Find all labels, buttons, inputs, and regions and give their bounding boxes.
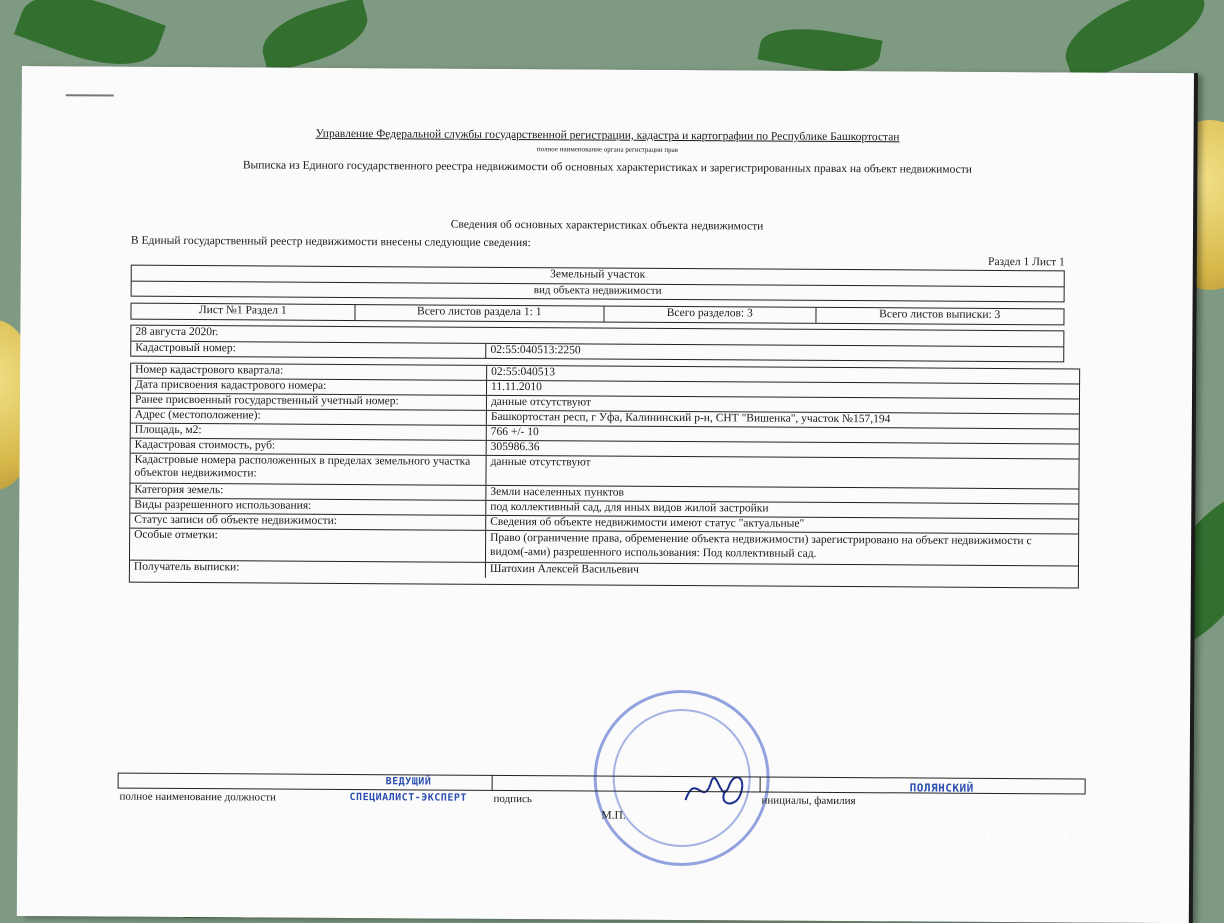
- row-value: данные отсутствуют: [490, 455, 591, 469]
- row-label: Адрес (местоположение):: [131, 409, 487, 425]
- stamp-position-line1: ВЕДУЩИЙ: [385, 776, 432, 788]
- sheet-info-row: [130, 303, 1064, 326]
- row-label: Особые отметки:: [130, 529, 486, 562]
- row-value: 766 +/- 10: [490, 425, 539, 439]
- position-caption: полное наименование должности: [119, 790, 276, 804]
- row-value: Сведения об объекте недвижимости имеют статус "актуальные": [490, 515, 805, 530]
- org-name-caption: полное наименование органа регистрации прав: [536, 145, 679, 155]
- row-value: 305986.36: [490, 440, 540, 454]
- row-value: 11.11.2010: [491, 380, 542, 394]
- row-label: Кадастровая стоимость, руб:: [131, 439, 487, 455]
- row-value: под коллективный сад, для иных видов жилой застройки: [490, 500, 769, 515]
- watermark: ID 307738583: [930, 820, 1069, 845]
- sheet-info-cell: Лист №1 Раздел 1: [131, 304, 355, 320]
- date-cadastral-box: [130, 325, 1064, 363]
- org-name: Управление Федеральной службы государственной регистрации, кадастра и картографии по Республике Башкортостан: [315, 127, 900, 144]
- row-label: Ранее присвоенный государственный учетный номер:: [131, 394, 487, 410]
- row-value: Земли населенных пунктов: [490, 485, 625, 499]
- stamp-position-line2: СПЕЦИАЛИСТ-ЭКСПЕРТ: [349, 792, 467, 804]
- document-title: Выписка из Единого государственного реестра недвижимости об основных характеристиках и зарегистрированных правах на объект недвижимости: [242, 159, 972, 176]
- sheet-info-cell: Всего листов раздела 1: 1: [355, 305, 605, 322]
- sheet-info-cell: Всего листов выписки: 3: [879, 308, 1001, 321]
- row-value: данные отсутствуют: [490, 395, 591, 409]
- row-label: Получатель выписки:: [130, 561, 486, 578]
- row-label: Дата присвоения кадастрового номера:: [131, 379, 487, 395]
- document-sheet: [17, 66, 1194, 923]
- row-value: 02:55:040513: [491, 365, 556, 379]
- characteristics-table: [129, 363, 1080, 589]
- object-type: Земельный участок: [550, 268, 646, 281]
- stamp-name: ПОЛЯНСКИЙ: [909, 781, 974, 795]
- sheet-info-cell: Всего разделов: 3: [604, 307, 816, 323]
- object-type-caption: вид объекта недвижимости: [533, 284, 662, 297]
- row-value: Шатохин Алексей Васильевич: [489, 562, 639, 576]
- cadastral-number-label: Кадастровый номер:: [131, 342, 486, 359]
- row-label: Виды разрешенного использования:: [130, 499, 486, 515]
- row-label: Номер кадастрового квартала:: [131, 364, 487, 380]
- row-label: Статус записи об объекте недвижимости:: [130, 514, 486, 530]
- section-title: Сведения об основных характеристиках объекта недвижимости: [450, 218, 764, 233]
- row-label: Кадастровые номера расположенных в пределах земельного участка объектов недвижимости:: [130, 454, 486, 485]
- signature-block: [117, 773, 1085, 811]
- page-reference: Раздел 1 Лист 1: [988, 255, 1065, 269]
- row-value: Башкортостан респ, г Уфа, Калининский р-н, СНТ "Вишенка", участок №157,194: [490, 410, 891, 426]
- issue-date: 28 августа 2020г.: [135, 325, 219, 339]
- staple: [66, 94, 114, 96]
- signature-caption: подпись: [493, 792, 532, 806]
- row-label: Площадь, м2:: [131, 424, 487, 440]
- row-label: Категория земель:: [130, 484, 486, 500]
- row-value: Право (ограничение права, обременение объекта недвижимости) зарегистрировано на объект недвижимости с видом(-ами) разрешенного использования: Под коллективный сад.: [490, 531, 1032, 560]
- stamp-place-label: М.П.: [601, 809, 626, 822]
- intro-text: В Единый государственный реестр недвижимости внесены следующие сведения:: [130, 234, 531, 250]
- name-caption: инициалы, фамилия: [761, 794, 856, 808]
- cadastral-number-value: 02:55:040513:2250: [490, 343, 581, 357]
- object-type-box: [131, 265, 1065, 303]
